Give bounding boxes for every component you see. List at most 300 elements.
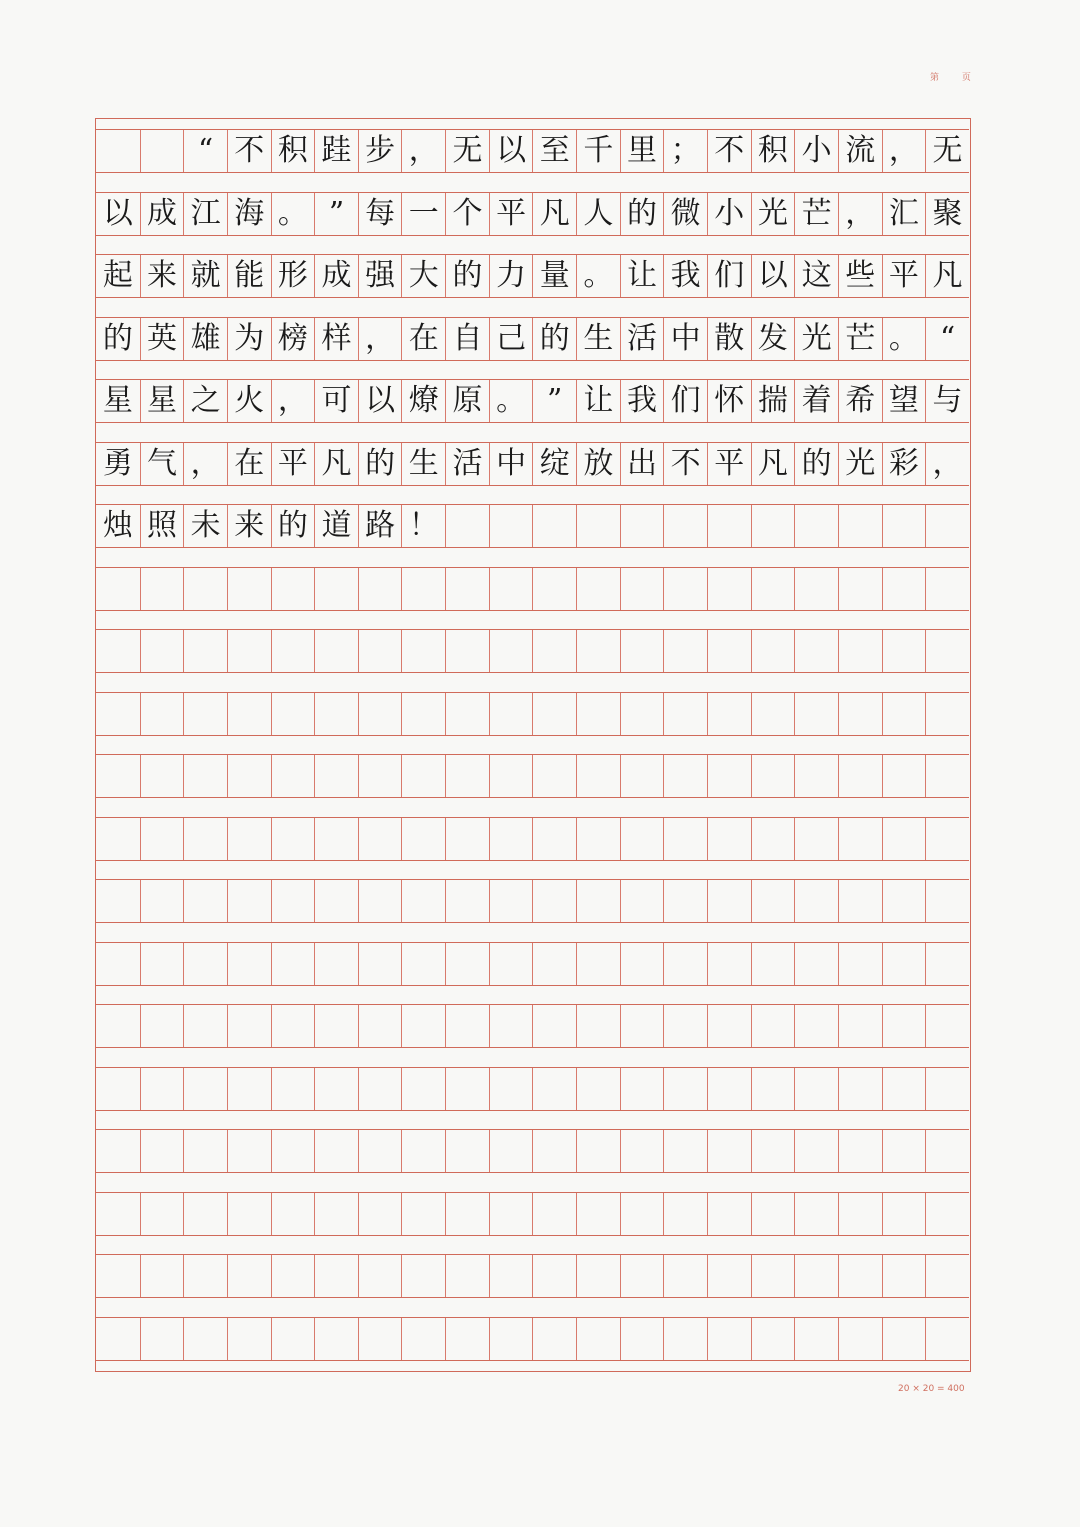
grid-cell: [140, 943, 184, 985]
grid-cell: 小: [707, 193, 751, 235]
grid-cell: [794, 755, 838, 797]
grid-cell: [532, 693, 576, 735]
grid-cell: [751, 818, 795, 860]
grid-row: [96, 1129, 969, 1173]
grid-cell: [489, 880, 533, 922]
grid-cell: [401, 880, 445, 922]
grid-cell: [838, 693, 882, 735]
grid-cell: “: [925, 318, 969, 360]
grid-cell: 希: [838, 380, 882, 422]
grid-cell: 无: [925, 130, 969, 172]
grid-cell: 我: [620, 380, 664, 422]
grid-cell: [314, 1318, 358, 1360]
grid-cell: [620, 755, 664, 797]
grid-cell: 绽: [532, 443, 576, 485]
grid-cell: [96, 693, 140, 735]
grid-cell: [314, 693, 358, 735]
grid-cell: 燎: [401, 380, 445, 422]
grid-cell: [532, 630, 576, 672]
grid-cell: [358, 1005, 402, 1047]
grid-cell: 的: [445, 255, 489, 297]
grid-cell: [140, 818, 184, 860]
grid-cell: [794, 693, 838, 735]
grid-cell: [314, 1005, 358, 1047]
grid-cell: [576, 1255, 620, 1297]
grid-cell: [925, 1068, 969, 1110]
grid-row: [96, 1004, 969, 1048]
grid-cell: [576, 943, 620, 985]
grid-cell: 以: [358, 380, 402, 422]
grid-cell: [489, 505, 533, 547]
grid-cell: [227, 1318, 271, 1360]
grid-cell: 一: [401, 193, 445, 235]
grid-cell: ”: [532, 380, 576, 422]
grid-cell: [489, 755, 533, 797]
grid-cell: [183, 1318, 227, 1360]
grid-cell: 路: [358, 505, 402, 547]
grid-cell: [838, 568, 882, 610]
grid-cell: [925, 1130, 969, 1172]
grid-cell: 形: [271, 255, 315, 297]
grid-cell: [271, 1255, 315, 1297]
grid-cell: [96, 1068, 140, 1110]
grid-cell: [358, 693, 402, 735]
grid-cell: [794, 818, 838, 860]
grid-cell: [401, 755, 445, 797]
grid-cell: 人: [576, 193, 620, 235]
grid-cell: [489, 1193, 533, 1235]
grid-cell: 发: [751, 318, 795, 360]
grid-cell: [707, 1255, 751, 1297]
grid-cell: [663, 880, 707, 922]
grid-cell: [140, 1068, 184, 1110]
grid-cell: [882, 505, 926, 547]
grid-cell: [96, 880, 140, 922]
grid-cell: 星: [102, 383, 133, 418]
grid-cell: [140, 1005, 184, 1047]
grid-cell: [271, 630, 315, 672]
grid-cell: [707, 943, 751, 985]
grid-cell: 与: [925, 380, 969, 422]
grid-cell: [489, 1318, 533, 1360]
grid-cell: [183, 1005, 227, 1047]
grid-cell: [751, 943, 795, 985]
grid-cell: [576, 568, 620, 610]
grid-cell: [794, 1068, 838, 1110]
grid-row: [96, 1067, 969, 1111]
grid-cell: [707, 755, 751, 797]
grid-cell: 。: [489, 380, 533, 422]
grid-cell: 流: [838, 130, 882, 172]
grid-cell: [576, 1068, 620, 1110]
grid-cell: [882, 1193, 926, 1235]
grid-cell: [227, 880, 271, 922]
grid-cell: [532, 943, 576, 985]
grid-cell: 里: [620, 130, 664, 172]
grid-cell: [576, 755, 620, 797]
grid-cell: [620, 1005, 664, 1047]
grid-cell: 火: [227, 380, 271, 422]
grid-cell: [882, 880, 926, 922]
grid-cell: [401, 1005, 445, 1047]
grid-cell: [751, 1068, 795, 1110]
grid-row: [96, 317, 969, 361]
grid-row: [96, 629, 969, 673]
grid-cell: 海: [227, 193, 271, 235]
grid-cell: [707, 1005, 751, 1047]
grid-cell: 起: [102, 258, 133, 293]
grid-cell: 样: [314, 318, 358, 360]
grid-cell: [532, 1005, 576, 1047]
grid-cell: [663, 1255, 707, 1297]
grid-cell: [925, 1318, 969, 1360]
grid-cell: 积: [751, 130, 795, 172]
grid-cell: [838, 630, 882, 672]
grid-cell: [882, 818, 926, 860]
grid-cell: [532, 1130, 576, 1172]
grid-cell: [532, 568, 576, 610]
grid-row: [96, 567, 969, 611]
grid-cell: [838, 1005, 882, 1047]
grid-cell: [751, 1193, 795, 1235]
grid-cell: [620, 693, 664, 735]
grid-cell: [183, 568, 227, 610]
grid-cell: 这: [794, 255, 838, 297]
grid-cell: 榜: [271, 318, 315, 360]
grid-cell: [271, 818, 315, 860]
grid-cell: [314, 1255, 358, 1297]
grid-cell: [663, 818, 707, 860]
grid-cell: [314, 1068, 358, 1110]
grid-cell: [358, 880, 402, 922]
grid-cell: 平: [707, 443, 751, 485]
grid-cell: [401, 1255, 445, 1297]
grid-cell: ！: [401, 505, 445, 547]
grid-cell: [358, 1130, 402, 1172]
grid-cell: 就: [183, 255, 227, 297]
grid-cell: [882, 1130, 926, 1172]
grid-cell: 。: [271, 193, 315, 235]
grid-cell: 以: [751, 255, 795, 297]
grid-cell: [751, 880, 795, 922]
manuscript-grid: [95, 118, 971, 1372]
grid-cell: ，: [925, 443, 969, 485]
grid-cell: 出: [620, 443, 664, 485]
grid-cell: [314, 630, 358, 672]
grid-cell: ，: [358, 318, 402, 360]
grid-cell: [707, 1068, 751, 1110]
grid-row: [96, 692, 969, 736]
grid-cell: [96, 818, 140, 860]
grid-cell: [183, 1255, 227, 1297]
grid-cell: 之: [183, 380, 227, 422]
grid-cell: [663, 505, 707, 547]
grid-cell: 己: [489, 318, 533, 360]
grid-cell: ，: [271, 380, 315, 422]
grid-cell: [489, 1068, 533, 1110]
grid-cell: ，: [882, 130, 926, 172]
grid-cell: 为: [227, 318, 271, 360]
grid-cell: [925, 568, 969, 610]
grid-cell: [838, 880, 882, 922]
grid-row: [96, 129, 969, 173]
grid-cell: [794, 505, 838, 547]
grid-cell: [183, 755, 227, 797]
grid-cell: [794, 943, 838, 985]
grid-cell: [620, 1255, 664, 1297]
grid-cell: 活: [445, 443, 489, 485]
grid-cell: 积: [271, 130, 315, 172]
grid-cell: 成: [314, 255, 358, 297]
grid-cell: [271, 1068, 315, 1110]
grid-cell: [140, 755, 184, 797]
grid-cell: 在: [401, 318, 445, 360]
grid-row: [96, 879, 969, 923]
grid-cell: 以: [102, 195, 133, 231]
grid-cell: [227, 568, 271, 610]
grid-cell: [576, 1318, 620, 1360]
grid-cell: 凡: [532, 193, 576, 235]
grid-row: [96, 817, 969, 861]
grid-cell: 些: [838, 255, 882, 297]
grid-cell: [227, 693, 271, 735]
grid-cell: [794, 630, 838, 672]
grid-cell: [663, 1130, 707, 1172]
grid-cell: [751, 693, 795, 735]
grid-cell: [96, 568, 140, 610]
grid-cell: 原: [445, 380, 489, 422]
grid-cell: 气: [140, 443, 184, 485]
grid-cell: 未: [183, 505, 227, 547]
grid-cell: [620, 1193, 664, 1235]
grid-cell: 。: [882, 318, 926, 360]
grid-cell: [532, 880, 576, 922]
grid-cell: [489, 630, 533, 672]
grid-cell: [663, 693, 707, 735]
grid-cell: 平: [489, 193, 533, 235]
grid-cell: [401, 943, 445, 985]
grid-cell: [707, 1130, 751, 1172]
grid-cell: 聚: [925, 193, 969, 235]
grid-cell: 芒: [794, 193, 838, 235]
grid-cell: 不: [663, 443, 707, 485]
grid-cell: [183, 1068, 227, 1110]
grid-cell: [445, 880, 489, 922]
grid-cell: [663, 630, 707, 672]
grid-cell: 至: [532, 130, 576, 172]
grid-cell: [620, 1318, 664, 1360]
grid-cell: 望: [882, 380, 926, 422]
grid-cell: [140, 1130, 184, 1172]
grid-cell: 凡: [751, 443, 795, 485]
grid-row: [96, 1192, 969, 1236]
grid-cell: [227, 1005, 271, 1047]
grid-cell: 着: [794, 380, 838, 422]
grid-cell: [358, 1193, 402, 1235]
grid-cell: [445, 505, 489, 547]
grid-cell: 强: [358, 255, 402, 297]
grid-cell: [401, 1130, 445, 1172]
grid-cell: [183, 630, 227, 672]
grid-cell: 中: [489, 443, 533, 485]
grid-cell: 让: [576, 380, 620, 422]
grid-cell: [314, 818, 358, 860]
grid-cell: [707, 818, 751, 860]
grid-cell: [532, 505, 576, 547]
grid-cell: 的: [358, 443, 402, 485]
grid-cell: 们: [663, 380, 707, 422]
grid-cell: [838, 818, 882, 860]
grid-cell: 生: [576, 318, 620, 360]
grid-cell: [532, 1318, 576, 1360]
grid-cell: [445, 818, 489, 860]
grid-cell: [401, 630, 445, 672]
grid-cell: [401, 1318, 445, 1360]
grid-cell: 可: [314, 380, 358, 422]
grid-cell: [663, 1068, 707, 1110]
grid-cell: 成: [140, 193, 184, 235]
grid-cell: 来: [227, 505, 271, 547]
grid-cell: [140, 130, 184, 172]
grid-cell: [445, 755, 489, 797]
grid-cell: 揣: [751, 380, 795, 422]
grid-cell: [183, 693, 227, 735]
grid-cell: [882, 568, 926, 610]
grid-cell: [358, 630, 402, 672]
grid-cell: [401, 1068, 445, 1110]
grid-cell: [882, 755, 926, 797]
grid-cell: [227, 943, 271, 985]
grid-cell: [707, 505, 751, 547]
grid-cell: [663, 943, 707, 985]
grid-cell: [314, 1130, 358, 1172]
grid-cell: [489, 943, 533, 985]
grid-cell: [140, 1255, 184, 1297]
grid-cell: [882, 1318, 926, 1360]
grid-cell: [882, 693, 926, 735]
grid-cell: [227, 755, 271, 797]
grid-cell: [576, 818, 620, 860]
grid-cell: [663, 1193, 707, 1235]
grid-row: [96, 754, 969, 798]
grid-cell: [489, 1005, 533, 1047]
grid-cell: [620, 1130, 664, 1172]
grid-cell: [96, 130, 140, 172]
grid-cell: [882, 630, 926, 672]
grid-cell: [663, 1005, 707, 1047]
grid-cell: [489, 818, 533, 860]
grid-cell: [96, 1130, 140, 1172]
grid-cell: [271, 880, 315, 922]
grid-cell: [489, 568, 533, 610]
grid-cell: [532, 1068, 576, 1110]
grid-cell: [620, 943, 664, 985]
grid-cell: [489, 1255, 533, 1297]
grid-cell: 雄: [183, 318, 227, 360]
grid-cell: [227, 630, 271, 672]
grid-cell: [96, 630, 140, 672]
grid-cell: [271, 1318, 315, 1360]
grid-row: [96, 254, 969, 298]
grid-cell: [838, 943, 882, 985]
grid-cell: 怀: [707, 380, 751, 422]
grid-cell: 江: [183, 193, 227, 235]
grid-cell: [445, 1068, 489, 1110]
grid-cell: [576, 505, 620, 547]
grid-cell: [183, 880, 227, 922]
grid-cell: 能: [227, 255, 271, 297]
grid-cell: 平: [882, 255, 926, 297]
grid-cell: [401, 568, 445, 610]
grid-cell: [751, 1318, 795, 1360]
grid-cell: [271, 568, 315, 610]
grid-cell: 来: [140, 255, 184, 297]
grid-cell: [96, 943, 140, 985]
grid-cell: [620, 880, 664, 922]
grid-cell: [532, 755, 576, 797]
grid-cell: [445, 943, 489, 985]
grid-cell: [140, 880, 184, 922]
grid-cell: [140, 1318, 184, 1360]
grid-cell: [96, 1255, 140, 1297]
grid-cell: 中: [663, 318, 707, 360]
grid-cell: [96, 755, 140, 797]
grid-cell: 的: [271, 505, 315, 547]
grid-cell: 跬: [314, 130, 358, 172]
grid-cell: [882, 1255, 926, 1297]
grid-cell: [794, 1193, 838, 1235]
grid-cell: [576, 1193, 620, 1235]
grid-cell: [707, 1193, 751, 1235]
grid-cell: 力: [489, 255, 533, 297]
grid-cell: [576, 1130, 620, 1172]
grid-cell: 的: [794, 443, 838, 485]
grid-cell: [751, 568, 795, 610]
grid-cell: 千: [576, 130, 620, 172]
grid-cell: [183, 1193, 227, 1235]
grid-cell: [751, 755, 795, 797]
grid-cell: [925, 1193, 969, 1235]
grid-cell: 平: [271, 443, 315, 485]
grid-cell: [227, 1193, 271, 1235]
grid-cell: [620, 818, 664, 860]
grid-cell: [532, 1255, 576, 1297]
grid-cell: [794, 568, 838, 610]
grid-row: [96, 192, 969, 236]
grid-cell: 在: [227, 443, 271, 485]
grid-cell: [882, 1068, 926, 1110]
grid-cell: [838, 755, 882, 797]
grid-count-label: 20 × 20 = 400: [898, 1384, 965, 1394]
grid-cell: [925, 755, 969, 797]
grid-cell: [445, 1005, 489, 1047]
grid-cell: [925, 693, 969, 735]
grid-cell: [620, 1068, 664, 1110]
grid-cell: [707, 693, 751, 735]
grid-row: [96, 504, 969, 548]
grid-cell: [838, 1318, 882, 1360]
grid-cell: 我: [663, 255, 707, 297]
grid-cell: 步: [358, 130, 402, 172]
grid-row: [96, 379, 969, 423]
grid-cell: [489, 1130, 533, 1172]
grid-cell: [271, 1193, 315, 1235]
grid-cell: [227, 1130, 271, 1172]
grid-cell: [925, 818, 969, 860]
grid-cell: [925, 943, 969, 985]
grid-cell: [838, 1193, 882, 1235]
grid-cell: 光: [751, 193, 795, 235]
